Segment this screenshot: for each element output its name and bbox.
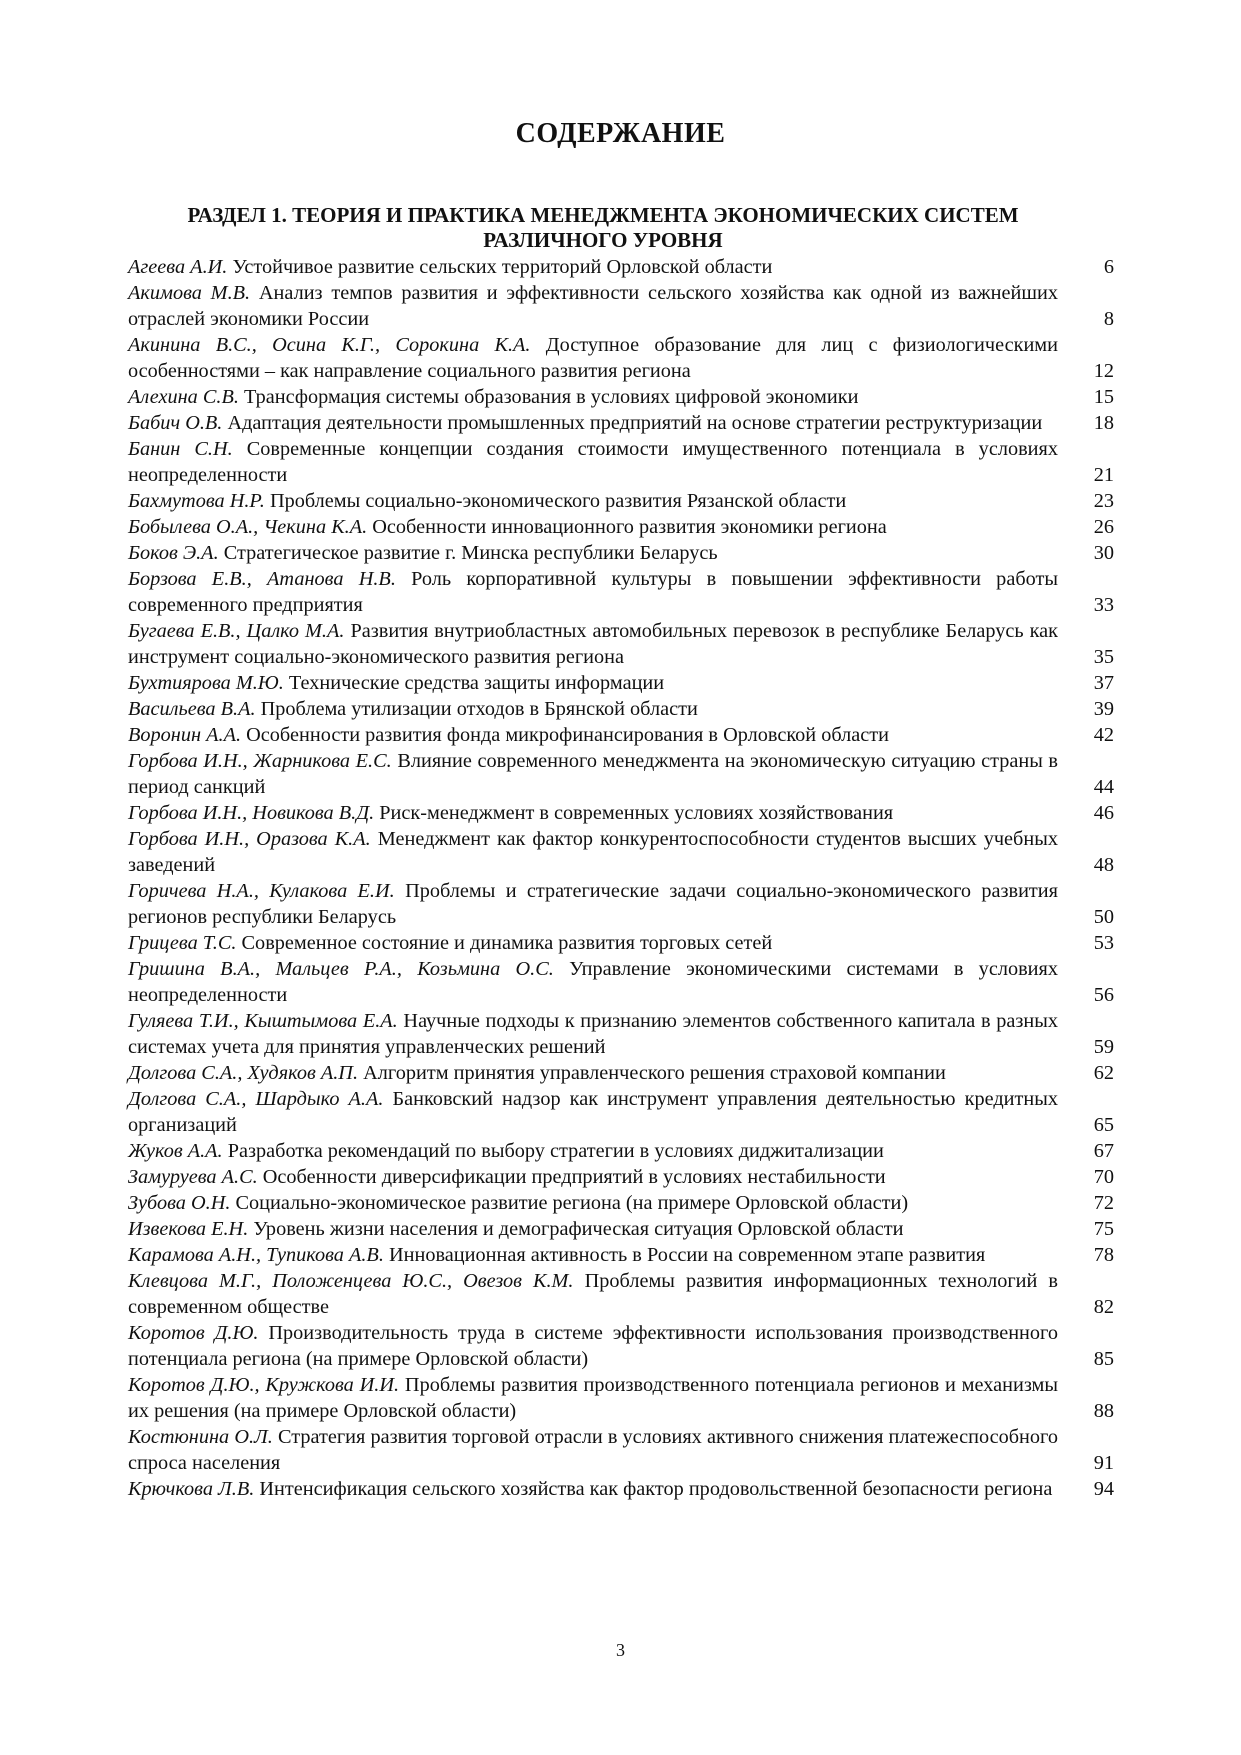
toc-entry-title: Влияние современного менеджмента на экономическую ситуацию страны в период санкций: [128, 750, 1059, 798]
toc-entry: [128, 1164, 1114, 1190]
toc-entry-authors: Бугаева Е.В., Цалко М.А.: [128, 620, 345, 642]
toc-entry: [128, 1372, 1114, 1424]
toc-entry-title: Устойчивое развитие сельских территорий Орловской области: [232, 256, 773, 278]
toc-entry-text: [128, 722, 1058, 748]
toc-entry-page: 33: [1093, 594, 1114, 616]
toc-entry: [128, 1476, 1114, 1502]
toc-entry-text: [128, 930, 1058, 956]
toc-entry-title: Уровень жизни населения и демографическая ситуация Орловской области: [253, 1218, 904, 1240]
toc-entry-title: Особенности развития фонда микрофинансирования в Орловской области: [246, 724, 889, 746]
toc-entry-text: [128, 1476, 1058, 1502]
toc-entry-authors: Извекова Е.Н.: [128, 1218, 249, 1240]
toc-entry-title: Проблемы развития производственного потенциала регионов и механизмы их решения (на примере Орловской области): [128, 1374, 1059, 1422]
toc-entry-authors: Коротов Д.Ю.: [128, 1322, 259, 1344]
table-of-contents: [128, 254, 1114, 1502]
toc-entry: [128, 1424, 1114, 1476]
toc-entry-text: [128, 410, 1058, 436]
toc-entry-title: Проблемы социально-экономического развития Рязанской области: [269, 490, 847, 512]
toc-entry-page: 18: [1093, 412, 1114, 434]
toc-entry-text: [128, 566, 1058, 618]
toc-entry-page: 85: [1093, 1348, 1114, 1370]
toc-entry-page: 42: [1093, 724, 1114, 746]
toc-entry-page: 72: [1093, 1192, 1114, 1214]
toc-entry-title: Управление экономическими системами в условиях неопределенности: [128, 958, 1058, 1006]
toc-entry-title: Развития внутриобластных автомобильных перевозок в республике Беларусь как инструмент социально-экономического развития региона: [128, 620, 1058, 668]
toc-entry-text: [128, 1424, 1058, 1476]
toc-entry-title: Роль корпоративной культуры в повышении эффективности работы современного предприятия: [128, 568, 1058, 616]
toc-entry-title: Особенности инновационного развития экономики региона: [372, 516, 887, 538]
toc-entry-text: [128, 1190, 1058, 1216]
toc-entry-text: [128, 1320, 1058, 1372]
toc-entry-page: 59: [1093, 1036, 1114, 1058]
toc-entry: [128, 670, 1114, 696]
toc-entry-authors: Бабич О.В.: [128, 412, 223, 434]
toc-entry-text: [128, 748, 1058, 800]
toc-entry-authors: Крючкова Л.В.: [128, 1478, 255, 1500]
toc-entry-text: [128, 1164, 1058, 1190]
toc-entry: [128, 748, 1114, 800]
toc-entry: [128, 1008, 1114, 1060]
toc-entry-text: [128, 1242, 1058, 1268]
toc-entry-authors: Горбова И.Н., Жарникова Е.С.: [128, 750, 392, 772]
toc-entry-page: 65: [1093, 1114, 1114, 1136]
toc-entry-text: [128, 1268, 1058, 1320]
toc-entry: [128, 1242, 1114, 1268]
toc-entry-authors: Боков Э.А.: [128, 542, 219, 564]
toc-entry-text: [128, 696, 1058, 722]
toc-entry-authors: Замуруева А.С.: [128, 1166, 258, 1188]
toc-entry: [128, 956, 1114, 1008]
toc-entry: [128, 410, 1114, 436]
toc-entry-page: 21: [1093, 464, 1114, 486]
toc-entry-title: Проблемы и стратегические задачи социально-экономического развития регионов республики Беларусь: [128, 880, 1058, 928]
toc-entry-page: 48: [1093, 854, 1114, 876]
toc-entry: [128, 930, 1114, 956]
toc-entry-page: 44: [1093, 776, 1114, 798]
toc-entry-page: 37: [1093, 672, 1114, 694]
toc-entry-text: [128, 878, 1058, 930]
toc-entry-authors: Бухтиярова М.Ю.: [128, 672, 284, 694]
toc-entry-page: 26: [1093, 516, 1114, 538]
toc-entry-page: 6: [1103, 256, 1114, 278]
toc-entry-authors: Горбова И.Н., Новикова В.Д.: [128, 802, 375, 824]
toc-entry: [128, 1216, 1114, 1242]
toc-entry-title: Технические средства защиты информации: [288, 672, 665, 694]
toc-entry-title: Инновационная активность в России на современном этапе развития: [388, 1244, 986, 1266]
toc-entry-authors: Коротов Д.Ю., Кружкова И.И.: [128, 1374, 400, 1396]
toc-entry-title: Анализ темпов развития и эффективности сельского хозяйства как одной из важнейших отраслей экономики России: [128, 282, 1058, 330]
toc-entry-page: 35: [1093, 646, 1114, 668]
toc-entry-title: Научные подходы к признанию элементов собственного капитала в разных системах учета для принятия управленческих решений: [128, 1010, 1058, 1058]
toc-entry-text: [128, 1086, 1058, 1138]
toc-entry-title: Особенности диверсификации предприятий в условиях нестабильности: [262, 1166, 886, 1188]
toc-entry-authors: Грицева Т.С.: [128, 932, 237, 954]
toc-entry: [128, 878, 1114, 930]
toc-entry-authors: Карамова А.Н., Тупикова А.В.: [128, 1244, 384, 1266]
toc-entry-title: Проблема утилизации отходов в Брянской области: [260, 698, 698, 720]
toc-entry-page: 30: [1093, 542, 1114, 564]
toc-entry: [128, 280, 1114, 332]
section-heading: РАЗДЕЛ 1. ТЕОРИЯ И ПРАКТИКА МЕНЕДЖМЕНТА ЭКОНОМИЧЕСКИХ СИСТЕМ РАЗЛИЧНОГО УРОВНЯ: [187, 203, 1019, 252]
toc-entry-text: [128, 1138, 1058, 1164]
toc-entry-authors: Костюнина О.Л.: [128, 1426, 273, 1448]
toc-entry-title: Социально-экономическое развитие региона (на примере Орловской области): [235, 1192, 909, 1214]
toc-entry-authors: Воронин А.А.: [128, 724, 242, 746]
toc-entry-text: [128, 384, 1058, 410]
toc-entry-authors: Долгова С.А., Худяков А.П.: [128, 1062, 359, 1084]
toc-entry-page: 8: [1103, 308, 1114, 330]
toc-entry-text: [128, 540, 1058, 566]
toc-entry-title: Доступное образование для лиц с физиологическими особенностями – как направление социального развития региона: [128, 334, 1058, 382]
toc-entry-title: Риск-менеджмент в современных условиях хозяйствования: [379, 802, 894, 824]
toc-entry-text: [128, 1008, 1058, 1060]
toc-entry: [128, 1320, 1114, 1372]
toc-entry: [128, 566, 1114, 618]
toc-entry-page: 39: [1093, 698, 1114, 720]
toc-entry: [128, 1138, 1114, 1164]
toc-entry-text: [128, 436, 1058, 488]
toc-entry: [128, 1268, 1114, 1320]
toc-entry-title: Менеджмент как фактор конкурентоспособности студентов высших учебных заведений: [128, 828, 1058, 876]
toc-entry-text: [128, 488, 1058, 514]
toc-entry-authors: Борзова Е.В., Атанова Н.В.: [128, 568, 396, 590]
toc-entry-authors: Агеева А.И.: [128, 256, 228, 278]
toc-entry-page: 70: [1093, 1166, 1114, 1188]
toc-entry-authors: Бобылева О.А., Чекина К.А.: [128, 516, 368, 538]
toc-entry-page: 15: [1093, 386, 1114, 408]
toc-entry-authors: Гришина В.А., Мальцев Р.А., Козьмина О.С.: [128, 958, 554, 980]
toc-entry-page: 12: [1093, 360, 1114, 382]
toc-entry-page: 78: [1093, 1244, 1114, 1266]
toc-entry-text: [128, 618, 1058, 670]
toc-entry-text: [128, 670, 1058, 696]
toc-entry-title: Интенсификация сельского хозяйства как фактор продовольственной безопасности региона: [259, 1478, 1053, 1500]
page-number: 3: [616, 1640, 625, 1660]
toc-entry-authors: Долгова С.А., Шардыко А.А.: [128, 1088, 384, 1110]
toc-entry-title: Трансформация системы образования в условиях цифровой экономики: [244, 386, 859, 408]
toc-entry-authors: Алехина С.В.: [128, 386, 239, 408]
toc-entry-page: 62: [1093, 1062, 1114, 1084]
toc-entry-title: Современные концепции создания стоимости имущественного потенциала в условиях неопределенности: [128, 438, 1058, 486]
toc-entry-page: 91: [1093, 1452, 1114, 1474]
toc-entry: [128, 1086, 1114, 1138]
toc-entry-authors: Банин С.Н.: [128, 438, 233, 460]
toc-entry-text: [128, 332, 1058, 384]
toc-entry-authors: Зубова О.Н.: [128, 1192, 231, 1214]
toc-entry-text: [128, 1216, 1058, 1242]
toc-entry: [128, 618, 1114, 670]
toc-entry-text: [128, 254, 1058, 280]
toc-entry: [128, 540, 1114, 566]
toc-entry: [128, 696, 1114, 722]
toc-entry-authors: Клевцова М.Г., Положенцева Ю.С., Овезов К.М.: [128, 1270, 574, 1292]
toc-entry-title: Алгоритм принятия управленческого решения страховой компании: [363, 1062, 946, 1084]
toc-entry-text: [128, 800, 1058, 826]
toc-entry-page: 50: [1093, 906, 1114, 928]
toc-entry: [128, 1060, 1114, 1086]
toc-entry-title: Стратегия развития торговой отрасли в условиях активного снижения платежеспособного спроса населения: [128, 1426, 1058, 1474]
toc-entry: [128, 384, 1114, 410]
toc-entry-title: Современное состояние и динамика развития торговых сетей: [241, 932, 773, 954]
toc-entry: [128, 826, 1114, 878]
toc-entry-text: [128, 1060, 1058, 1086]
toc-entry-title: Производительность труда в системе эффективности использования производственного потенциала региона (на примере Орловской области): [128, 1322, 1058, 1370]
toc-entry: [128, 332, 1114, 384]
toc-entry-page: 82: [1093, 1296, 1114, 1318]
toc-entry-page: 46: [1093, 802, 1114, 824]
toc-entry-text: [128, 1372, 1058, 1424]
toc-entry: [128, 722, 1114, 748]
toc-entry-authors: Акимова М.В.: [128, 282, 251, 304]
toc-entry: [128, 514, 1114, 540]
toc-entry-page: 94: [1093, 1478, 1114, 1500]
toc-entry: [128, 436, 1114, 488]
toc-entry-title: Стратегическое развитие г. Минска республики Беларусь: [223, 542, 718, 564]
toc-entry: [128, 800, 1114, 826]
toc-entry: [128, 488, 1114, 514]
toc-entry-authors: Жуков А.А.: [128, 1140, 223, 1162]
toc-entry-authors: Акинина В.С., Осина К.Г., Сорокина К.А.: [128, 334, 531, 356]
toc-entry-title: Банковский надзор как инструмент управления деятельностью кредитных организаций: [128, 1088, 1058, 1136]
toc-entry-page: 23: [1093, 490, 1114, 512]
toc-entry-authors: Гуляева Т.И., Кыштымова Е.А.: [128, 1010, 398, 1032]
toc-entry-title: Разработка рекомендаций по выбору стратегии в условиях диджитализации: [227, 1140, 884, 1162]
toc-entry: [128, 1190, 1114, 1216]
toc-entry-text: [128, 514, 1058, 540]
toc-entry-authors: Горичева Н.А., Кулакова Е.И.: [128, 880, 395, 902]
toc-entry-page: 67: [1093, 1140, 1114, 1162]
toc-entry-page: 53: [1093, 932, 1114, 954]
toc-entry-page: 75: [1093, 1218, 1114, 1240]
toc-entry: [128, 254, 1114, 280]
toc-entry-text: [128, 956, 1058, 1008]
toc-entry-title: Проблемы развития информационных технологий в современном обществе: [128, 1270, 1059, 1318]
toc-entry-page: 56: [1093, 984, 1114, 1006]
toc-entry-authors: Бахмутова Н.Р.: [128, 490, 265, 512]
toc-entry-title: Адаптация деятельности промышленных предприятий на основе стратегии реструктуризации: [227, 412, 1043, 434]
toc-entry-authors: Горбова И.Н., Оразова К.А.: [128, 828, 371, 850]
toc-entry-text: [128, 826, 1058, 878]
toc-entry-page: 88: [1093, 1400, 1114, 1422]
toc-entry-authors: Васильева В.А.: [128, 698, 256, 720]
toc-entry-text: [128, 280, 1058, 332]
contents-title: СОДЕРЖАНИЕ: [515, 118, 726, 149]
